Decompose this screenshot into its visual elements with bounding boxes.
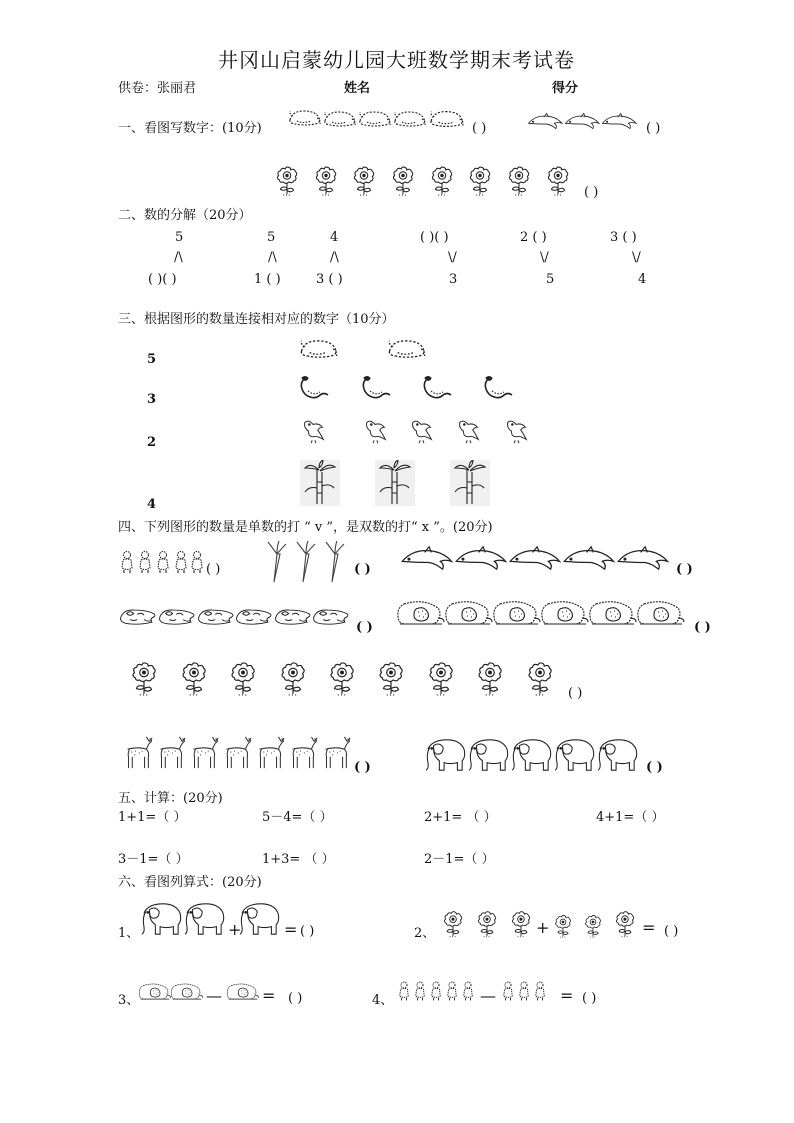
figure-icon — [190, 550, 204, 574]
bird-icon — [362, 416, 390, 446]
decomp-branch: \/ — [632, 250, 641, 265]
flower-icon — [425, 660, 457, 700]
figure-icon — [398, 980, 410, 1002]
match-number[interactable]: 3 — [147, 392, 157, 407]
score-label: 得分 — [552, 81, 579, 96]
answer-blank[interactable]: ( ) — [354, 562, 371, 577]
flower-icon — [466, 165, 494, 199]
question-number: 4、 — [372, 993, 394, 1008]
elephant-icon — [510, 736, 554, 774]
decomp-branch: \/ — [448, 250, 457, 265]
answer-blank[interactable]: ( ) — [646, 121, 661, 136]
decomp-bottom: 4 — [638, 272, 647, 287]
equals-sign: = — [284, 920, 298, 939]
dolphin-icon — [564, 110, 602, 132]
section6-heading: 六、看图列算式：(20分) — [118, 875, 262, 890]
figure-icon — [430, 980, 442, 1002]
strawberry-icon — [588, 600, 638, 630]
flower-icon — [440, 910, 466, 940]
calc-item[interactable]: 1+1=（ ） — [118, 810, 187, 825]
seal-icon — [234, 604, 274, 630]
answer-blank[interactable]: ( ) — [664, 924, 679, 939]
strawberry-icon — [226, 982, 260, 1004]
flower-icon — [273, 165, 301, 199]
mouse-icon — [357, 107, 393, 131]
figure-icon — [156, 550, 170, 574]
calc-item[interactable]: 1+3= （ ） — [262, 852, 335, 867]
decomp-bottom[interactable]: 1 ( ) — [254, 272, 281, 287]
answer-blank[interactable]: ( ) — [582, 991, 597, 1006]
equals-sign: = — [262, 986, 276, 1005]
answer-blank[interactable]: ( ) — [354, 760, 371, 775]
bird-icon — [455, 416, 483, 446]
decomp-bottom: 3 — [449, 272, 458, 287]
section3-heading: 三、根据图形的数量连接相对应的数字（10分） — [118, 312, 395, 327]
answer-blank[interactable]: ( ) — [676, 562, 693, 577]
page-title: 井冈山启蒙幼儿园大班数学期末考试卷 — [218, 48, 575, 72]
plus-sign: + — [228, 920, 242, 939]
dolphin-icon — [616, 542, 672, 574]
decomp-branch: /\ — [268, 250, 277, 265]
answer-blank[interactable]: ( ) — [694, 620, 711, 635]
elephant-icon — [238, 900, 282, 938]
seal-icon — [273, 604, 313, 630]
dolphin-icon — [527, 110, 565, 132]
decomp-top: ( )( ) — [420, 230, 449, 245]
deer-icon — [285, 734, 319, 772]
strawberry-icon — [444, 600, 494, 630]
deer-icon — [120, 734, 154, 772]
dolphin-icon — [400, 542, 456, 574]
dolphin-icon — [601, 110, 639, 132]
decomp-top: 3 ( ) — [610, 230, 637, 245]
equals-sign: = — [642, 918, 656, 937]
mouse-icon — [392, 107, 428, 131]
flower-icon — [326, 660, 358, 700]
answer-blank[interactable]: ( ) — [206, 562, 221, 577]
flower-icon — [524, 660, 556, 700]
flower-icon — [508, 910, 534, 940]
flower-icon — [389, 165, 417, 199]
calc-item[interactable]: 3－1=（ ） — [118, 852, 189, 867]
mouse-icon — [287, 105, 323, 131]
dolphin-icon — [454, 542, 510, 574]
figure-icon — [414, 980, 426, 1002]
flower-icon — [582, 914, 604, 940]
calc-item[interactable]: 2－1=（ ） — [424, 852, 495, 867]
flower-icon — [612, 910, 638, 940]
elephant-icon — [467, 736, 511, 774]
decomp-branch: \/ — [540, 250, 549, 265]
elephant-icon — [553, 736, 597, 774]
match-number[interactable]: 4 — [147, 497, 157, 512]
snake-icon — [421, 375, 455, 401]
bamboo-icon — [375, 460, 415, 506]
section4-heading: 四、下列图形的数量是单数的打 “ v ”，是双数的打“ x ”。(20分) — [118, 520, 493, 535]
answer-blank[interactable]: ( ) — [584, 185, 599, 200]
decomp-top: 5 — [267, 230, 276, 245]
bamboo-icon — [450, 460, 490, 506]
dolphin-icon — [562, 542, 618, 574]
answer-blank[interactable]: ( ) — [646, 760, 663, 775]
deer-icon — [186, 734, 220, 772]
deer-icon — [252, 734, 286, 772]
elephant-icon — [424, 736, 468, 774]
strawberry-icon — [636, 600, 686, 630]
dolphin-icon — [508, 542, 564, 574]
section1-heading: 一、看图写数字：(10分) — [118, 121, 262, 136]
flower-icon — [227, 660, 259, 700]
bird-icon — [300, 416, 328, 446]
carrot-icon — [324, 540, 346, 584]
bird-icon — [503, 416, 531, 446]
mouse-icon — [428, 107, 466, 131]
flower-icon — [474, 660, 506, 700]
minus-sign: — — [480, 986, 496, 1005]
carrot-icon — [266, 540, 288, 584]
strawberry-icon — [170, 982, 204, 1004]
decomp-bottom[interactable]: ( )( ) — [148, 272, 177, 287]
figure-icon — [502, 980, 514, 1002]
answer-blank[interactable]: ( ) — [568, 686, 583, 701]
decomp-top: 5 — [175, 230, 184, 245]
figure-icon — [518, 980, 530, 1002]
equals-sign: = — [560, 986, 574, 1005]
snake-icon — [298, 375, 332, 401]
decomp-top: 2 ( ) — [520, 230, 547, 245]
decomp-bottom[interactable]: 3 ( ) — [316, 272, 343, 287]
flower-icon — [505, 165, 533, 199]
strawberry-icon — [396, 600, 446, 630]
figure-icon — [174, 550, 188, 574]
question-number: 2、 — [414, 926, 436, 941]
figure-icon — [462, 980, 474, 1002]
figure-icon — [534, 980, 546, 1002]
answer-blank[interactable]: ( ) — [300, 924, 315, 939]
elephant-icon — [596, 736, 640, 774]
flower-icon — [178, 660, 210, 700]
seal-icon — [157, 604, 197, 630]
figure-icon — [138, 550, 152, 574]
flower-icon — [552, 914, 574, 940]
flower-icon — [474, 910, 500, 940]
answer-blank[interactable]: ( ) — [472, 121, 487, 136]
strawberry-icon — [492, 600, 542, 630]
calc-item[interactable]: 5－4=（ ） — [262, 810, 333, 825]
deer-icon — [219, 734, 253, 772]
section2-heading: 二、数的分解（20分） — [118, 208, 252, 223]
name-label: 姓名 — [344, 81, 371, 96]
seal-icon — [311, 604, 351, 630]
decomp-bottom: 5 — [546, 272, 555, 287]
seal-icon — [118, 604, 158, 630]
elephant-icon — [140, 900, 184, 938]
mouse-icon — [322, 108, 358, 130]
deer-icon — [318, 734, 352, 772]
calc-item[interactable]: 4+1=（ ） — [596, 810, 665, 825]
plus-sign: + — [536, 918, 550, 937]
elephant-icon — [183, 900, 227, 938]
minus-sign: — — [206, 986, 222, 1005]
snake-icon — [360, 375, 394, 401]
match-number[interactable]: 5 — [147, 352, 157, 367]
figure-icon — [446, 980, 458, 1002]
deer-icon — [153, 734, 187, 772]
flower-icon — [277, 660, 309, 700]
calc-item[interactable]: 2+1= （ ） — [424, 810, 497, 825]
decomp-top: 4 — [330, 230, 339, 245]
seal-icon — [196, 604, 236, 630]
flower-icon — [350, 165, 378, 199]
strawberry-icon — [540, 600, 590, 630]
bird-icon — [408, 416, 436, 446]
question-number: 1、 — [118, 926, 140, 941]
answer-blank[interactable]: ( ) — [356, 620, 373, 635]
snake-icon — [482, 375, 516, 401]
match-number[interactable]: 2 — [147, 435, 157, 450]
flower-icon — [312, 165, 340, 199]
question-number: 3、 — [118, 993, 140, 1008]
bamboo-icon — [300, 460, 340, 506]
decomp-branch: /\ — [330, 250, 339, 265]
figure-icon — [120, 550, 134, 574]
mouse-icon — [386, 336, 428, 362]
flower-icon — [375, 660, 407, 700]
author-line: 供卷：张丽君 — [118, 81, 197, 96]
strawberry-icon — [138, 982, 172, 1004]
flower-icon — [428, 165, 456, 199]
section5-heading: 五、计算：(20分) — [118, 791, 223, 806]
flower-icon — [128, 660, 160, 700]
mouse-icon — [298, 336, 340, 362]
carrot-icon — [295, 540, 317, 584]
answer-blank[interactable]: ( ) — [288, 991, 303, 1006]
flower-icon — [544, 165, 572, 199]
decomp-branch: /\ — [174, 250, 183, 265]
